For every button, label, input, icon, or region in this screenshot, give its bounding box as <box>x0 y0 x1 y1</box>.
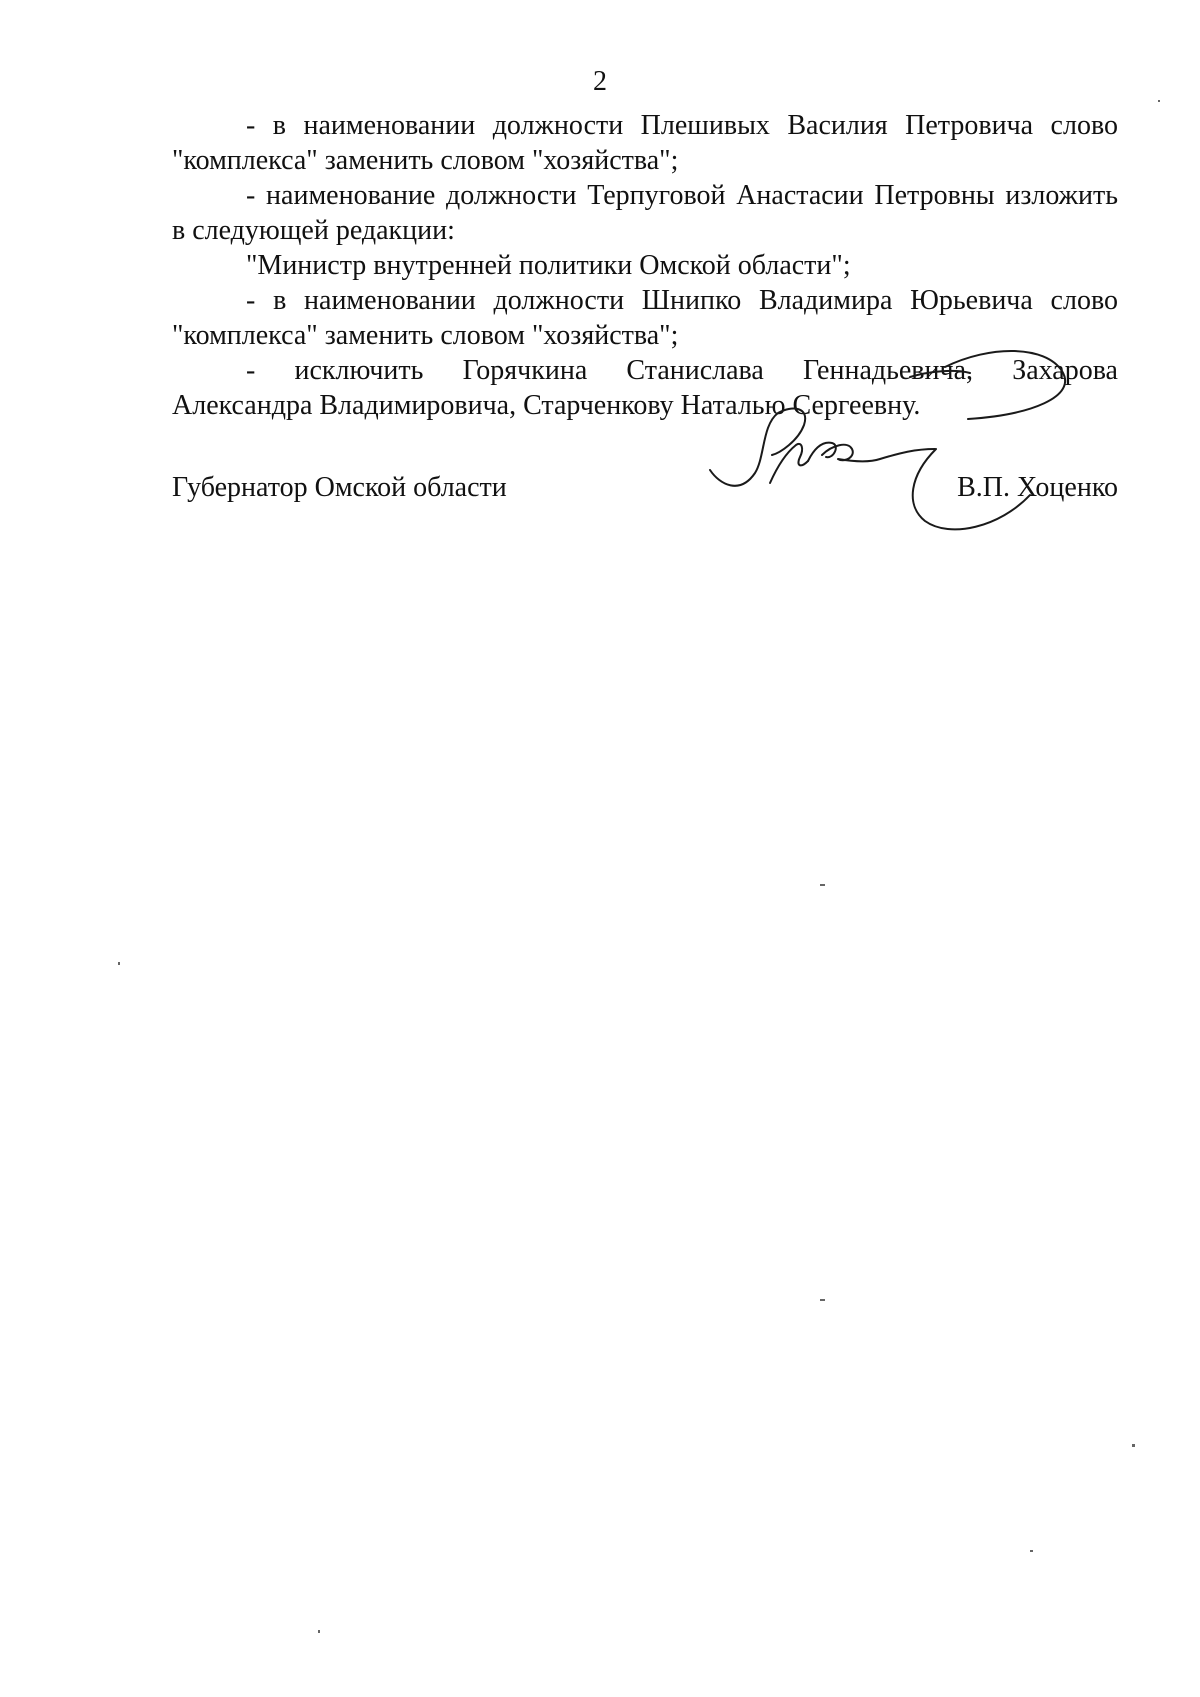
paragraph-line: - наименование должности Терпуговой Анастасии Петровны изложить <box>246 180 1118 211</box>
signature-row <box>172 470 1118 510</box>
paragraph-line: Александра Владимировича, Старченкову Наталью Сергеевну. <box>172 390 921 421</box>
paragraph-exclusions <box>172 353 1118 423</box>
paragraph-line: - исключить Горячкина Станислава Геннадьевича, Захарова <box>246 355 1118 386</box>
signer-title: Губернатор Омской области <box>172 472 507 503</box>
signer-name: В.П. Хоценко <box>957 472 1118 503</box>
paragraph-line: "комплекса" заменить словом "хозяйства"; <box>172 320 679 351</box>
document-body <box>172 108 1118 423</box>
scan-speck <box>318 1630 320 1633</box>
page-number: 2 <box>593 66 607 97</box>
scan-speck <box>820 1299 825 1301</box>
paragraph-line: в следующей редакции: <box>172 215 455 246</box>
scan-speck <box>118 962 120 965</box>
paragraph-shnipko <box>172 283 1118 353</box>
scan-speck <box>1158 100 1160 102</box>
paragraph-line: - в наименовании должности Плешивых Василия Петровича слово <box>246 110 1118 141</box>
paragraph-terpugova <box>172 178 1118 248</box>
scan-speck <box>1132 1444 1135 1447</box>
paragraph-minister-title <box>172 248 1118 283</box>
paragraph-line: "Министр внутренней политики Омской области"; <box>246 250 851 281</box>
scan-speck <box>1030 1550 1033 1552</box>
paragraph-pleshivykh <box>172 108 1118 178</box>
paragraph-line: - в наименовании должности Шнипко Владимира Юрьевича слово <box>246 285 1118 316</box>
scan-speck <box>820 884 825 886</box>
paragraph-line: "комплекса" заменить словом "хозяйства"; <box>172 145 679 176</box>
